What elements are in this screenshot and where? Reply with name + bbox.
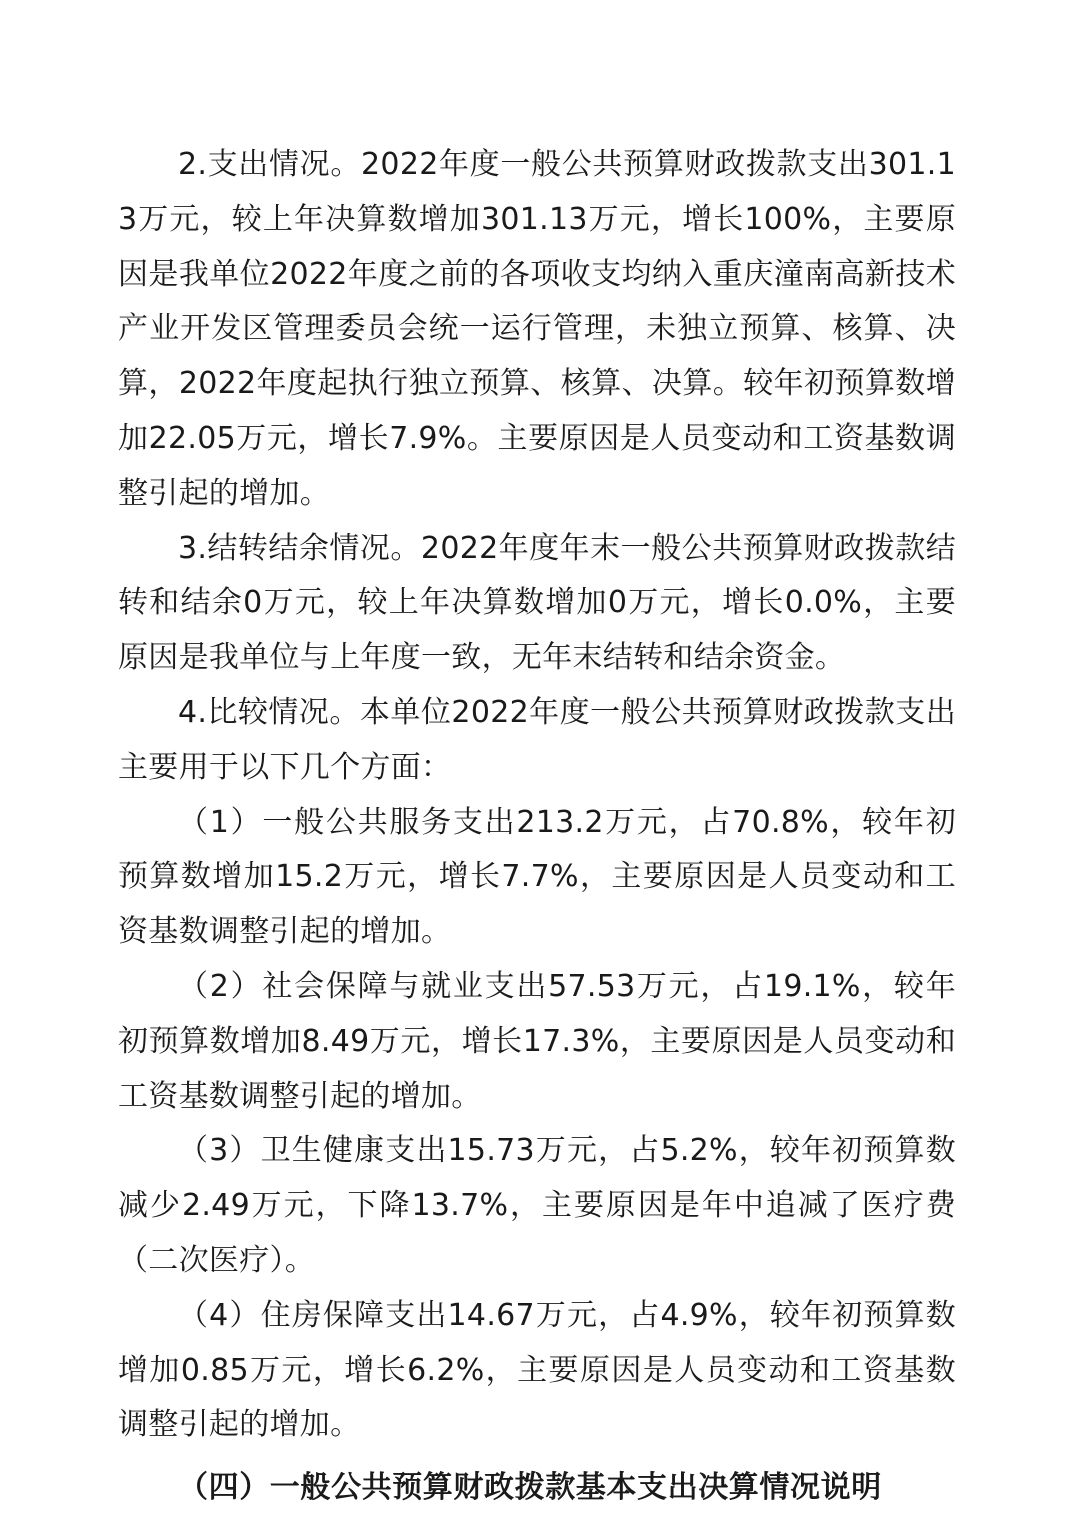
paragraph-carryover-balance: 3.结转结余情况。2022年度年末一般公共预算财政拨款结转和结余0万元，较上年决算数增加0万元，增长0.0%，主要原因是我单位与上年度一致，无年末结转和结余资金。 <box>118 530 956 676</box>
paragraph-expenditure: 2.支出情况。2022年度一般公共预算财政拨款支出301.13万元，较上年决算数增加301.13万元，增长100%，主要原因是我单位2022年度之前的各项收支均纳入重庆潼南高新技术产业开发区管理委员会统一运行管理，未独立预算、核算、决算，2022年度起执行独立预算、核算、决算。较年初预算数增加22.05万元，增长7.9%。主要原因是人员变动和工资基数调整引起的增加。 <box>118 147 956 511</box>
paragraph-comparison: 4.比较情况。本单位2022年度一般公共预算财政拨款支出主要用于以下几个方面： <box>118 694 956 785</box>
paragraph-item-social-security: （2）社会保障与就业支出57.53万元，占19.1%，较年初预算数增加8.49万元，增长17.3%，主要原因是人员变动和工资基数调整引起的增加。 <box>118 968 956 1114</box>
document-body <box>118 138 956 1516</box>
section-heading: （四）一般公共预算财政拨款基本支出决算情况说明 <box>178 1470 882 1506</box>
paragraph-item-general-public-services: （1）一般公共服务支出213.2万元，占70.8%，较年初预算数增加15.2万元，增长7.7%，主要原因是人员变动和工资基数调整引起的增加。 <box>118 804 956 950</box>
paragraph-item-health: （3）卫生健康支出15.73万元，占5.2%，较年初预算数减少2.49万元，下降13.7%，主要原因是年中追减了医疗费（二次医疗）。 <box>118 1133 956 1278</box>
paragraph-item-housing: （4）住房保障支出14.67万元，占4.9%，较年初预算数增加0.85万元，增长6.2%，主要原因是人员变动和工资基数调整引起的增加。 <box>118 1297 956 1443</box>
